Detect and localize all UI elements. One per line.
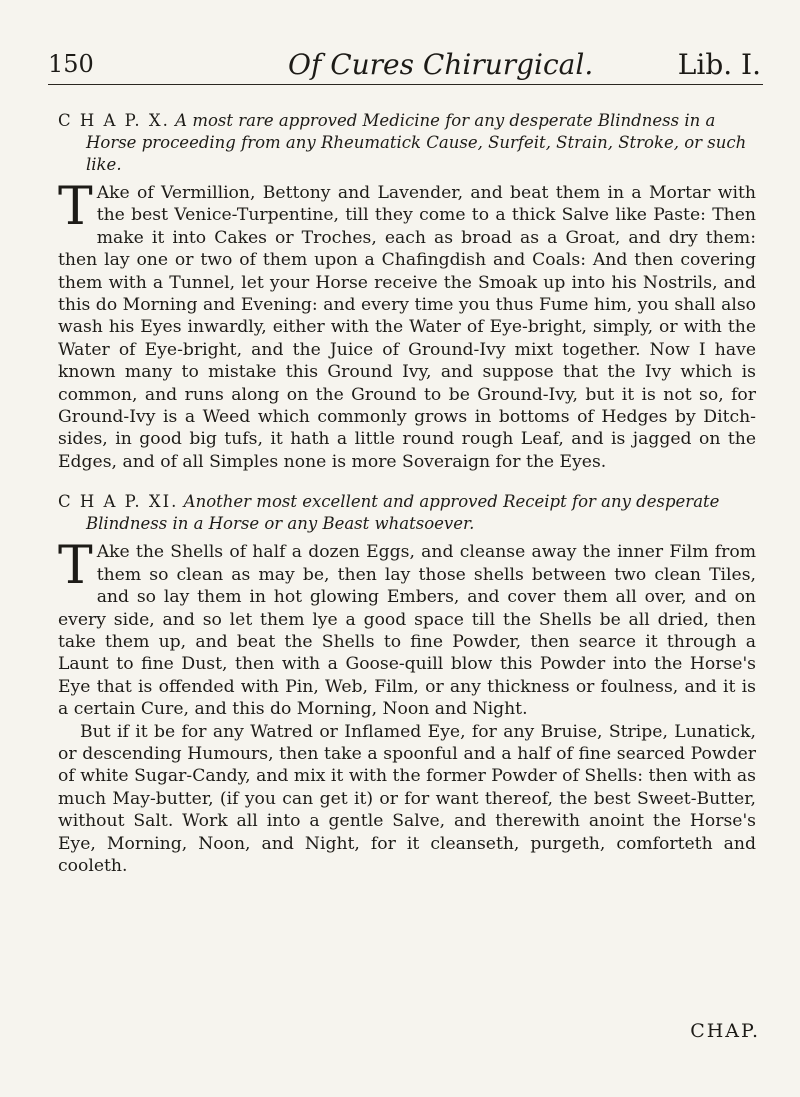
catchword: CHAP. (690, 1020, 760, 1042)
chapter-11-text (58, 536, 756, 720)
page-number: 150 (48, 50, 94, 78)
running-title: Of Cures Chirurgical. (288, 48, 594, 81)
chapter-10-text (58, 177, 756, 473)
chapter-10-body: Ake of Vermillion, Bettony and Lavender, and beat them in a Mortar with the best Venice-Turpentine, till they come to a thick Salve like Paste: Then make it into Cakes or Troches, each as broad as a Groat, and dry them: then lay one or two of them upon a Chafingdish and Coals: And then covering them with a Tunnel, let your Horse receive the Smoak up into his Nostrils, and this do Morning and Evening: and every time you thus Fume him, you shall also wash his Eyes inwardly, either with the Water of Eye-bright, simply, or with the Water of Eye-bright, and the Juice of Ground-Ivy mixt together. Now I have known many to mistake this Ground Ivy, and suppose that the Ivy which is common, and runs along on the Ground to be Ground-Ivy, but it is not so, for Ground-Ivy is a Weed which commonly grows in bottoms of Hedges by Ditch-sides, in good big tufs, it hath a little round rough Leaf, and is jagged on the Edges, and of all Simples none is more Soveraign for the Eyes. (58, 183, 756, 472)
page-body (58, 110, 756, 877)
chapter-11-body-1: Ake the Shells of half a dozen Eggs, and cleanse away the inner Film from them so clean as may be, then lay those shells between two clean Tiles, and so lay them in hot glowing Embers, and cover them all over, and on every side, and so let them lye a good space till the Shells be all dried, then take them up, and beat the Shells to fine Powder, then searce it through a Launt to fine Dust, then with a Goose-quill blow this Powder into the Horse's Eye that is offended with Pin, Web, Film, or any thickness or foulness, and it is a certain Cure, and this do Morning, Noon and Night. (58, 542, 756, 720)
book-label: Lib. I. (677, 48, 761, 81)
chapter-10-initial: T (58, 177, 93, 237)
chapter-11-body-2: But if it be for any Watred or Inflamed Eye, for any Bruise, Stripe, Lunatick, or descending Humours, then take a spoonful and a half of fine searced Powder of white Sugar-Candy, and mix it with the former Powder of Shells: then with as much May-butter, (if you can get it) or for want thereof, the best Sweet-Butter, without Salt. Work all into a gentle Salve, and therewith anoint the Horse's Eye, Morning, Noon, and Night, for it cleanseth, purgeth, comforteth and cooleth. (58, 721, 756, 876)
chapter-11-text-2 (58, 721, 756, 878)
chapter-11-initial: T (58, 536, 93, 597)
page-header (48, 40, 763, 85)
chapter-10-heading (58, 110, 756, 176)
chapter-11-label: C H A P. XI. (58, 492, 179, 512)
chapter-10-label: C H A P. X. (58, 111, 170, 130)
chapter-11-heading (58, 491, 756, 535)
chapter-10-title: A most rare approved Medicine for any desperate Blindness in a Horse proceeding from any Rheumatick Cause, Surfeit, Strain, Stroke, or such like. (86, 111, 747, 174)
chapter-11-title: Another most excellent and approved Receipt for any desperate Blindness in a Horse or any Beast whatsoever. (86, 492, 720, 534)
